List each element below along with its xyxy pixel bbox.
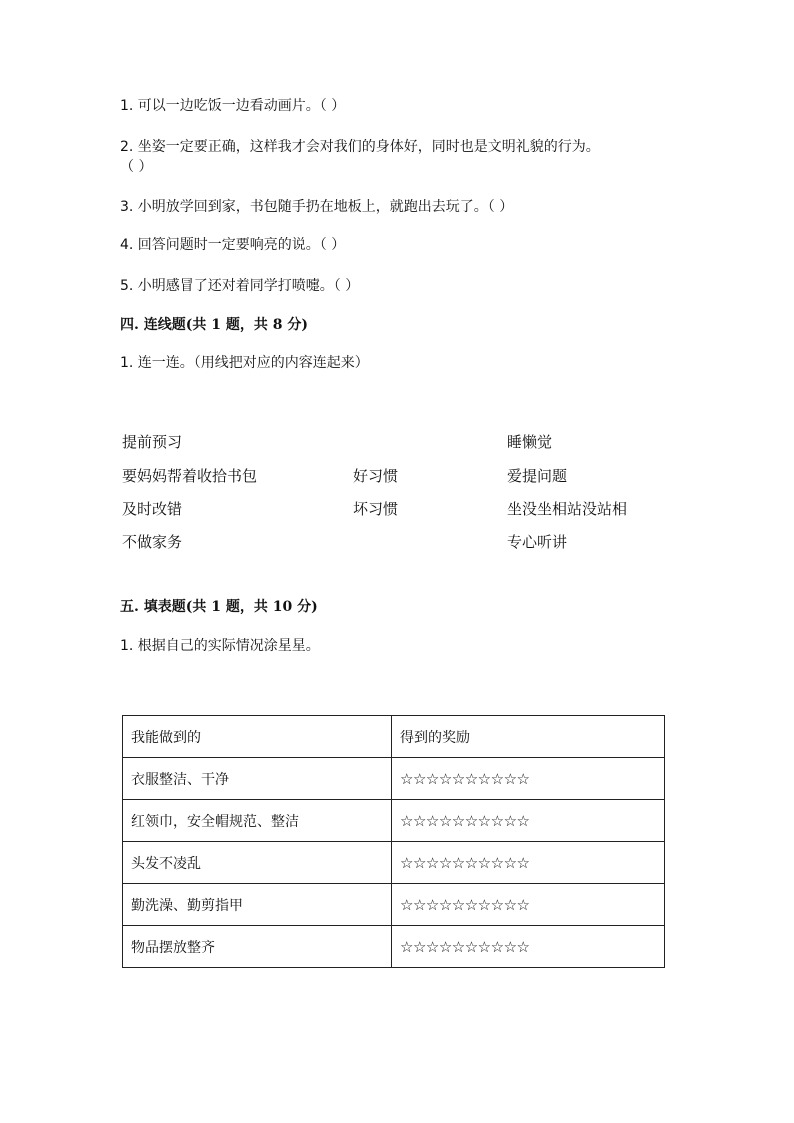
match-right-item: 爱提问题 (507, 467, 568, 485)
question-1: 1. 可以一边吃饭一边看动画片。（ ） (120, 98, 346, 114)
match-right-item: 专心听讲 (507, 533, 568, 551)
table-cell-stars[interactable]: ☆☆☆☆☆☆☆☆☆☆ (392, 884, 665, 926)
match-middle-bad-habit: 坏习惯 (353, 500, 399, 518)
match-left-item: 不做家务 (122, 533, 183, 551)
section-5-heading: 五. 填表题(共 1 题，共 10 分) (120, 599, 318, 615)
match-left-item: 要妈妈帮着收拾书包 (122, 467, 258, 485)
table-header-row (123, 716, 665, 758)
section-5-question: 1. 根据自己的实际情况涂星星。 (120, 638, 320, 654)
table-cell-stars[interactable]: ☆☆☆☆☆☆☆☆☆☆ (392, 926, 665, 968)
star-rating-table (122, 715, 665, 968)
table-header-cell: 我能做到的 (123, 716, 392, 758)
table-row (123, 884, 665, 926)
table-cell-stars[interactable]: ☆☆☆☆☆☆☆☆☆☆ (392, 758, 665, 800)
table-cell-item: 勤洗澡、勤剪指甲 (123, 884, 392, 926)
match-left-item: 提前预习 (122, 433, 183, 451)
table-row (123, 926, 665, 968)
question-2: 2. 坐姿一定要正确，这样我才会对我们的身体好，同时也是文明礼貌的行为。 (120, 139, 600, 155)
match-right-item: 睡懒觉 (507, 433, 553, 451)
question-4: 4. 回答问题时一定要响亮的说。（ ） (120, 237, 346, 253)
match-middle-good-habit: 好习惯 (353, 467, 399, 485)
table-row (123, 800, 665, 842)
table-cell-item: 物品摆放整齐 (123, 926, 392, 968)
table-header-cell: 得到的奖励 (392, 716, 665, 758)
table-row (123, 842, 665, 884)
question-5: 5. 小明感冒了还对着同学打喷嚏。（ ） (120, 278, 360, 294)
question-3: 3. 小明放学回到家，书包随手扔在地板上，就跑出去玩了。（ ） (120, 199, 514, 215)
table-row (123, 758, 665, 800)
match-right-item: 坐没坐相站没站相 (507, 500, 628, 518)
table-cell-item: 头发不凌乱 (123, 842, 392, 884)
section-4-heading: 四. 连线题(共 1 题，共 8 分) (120, 317, 308, 333)
section-4-question: 1. 连一连。（用线把对应的内容连起来） (120, 355, 369, 371)
table-cell-item: 衣服整洁、干净 (123, 758, 392, 800)
match-left-item: 及时改错 (122, 500, 183, 518)
table-cell-stars[interactable]: ☆☆☆☆☆☆☆☆☆☆ (392, 800, 665, 842)
table-cell-stars[interactable]: ☆☆☆☆☆☆☆☆☆☆ (392, 842, 665, 884)
table-cell-item: 红领巾，安全帽规范、整洁 (123, 800, 392, 842)
question-2-answer-blank: （ ） (120, 159, 153, 175)
